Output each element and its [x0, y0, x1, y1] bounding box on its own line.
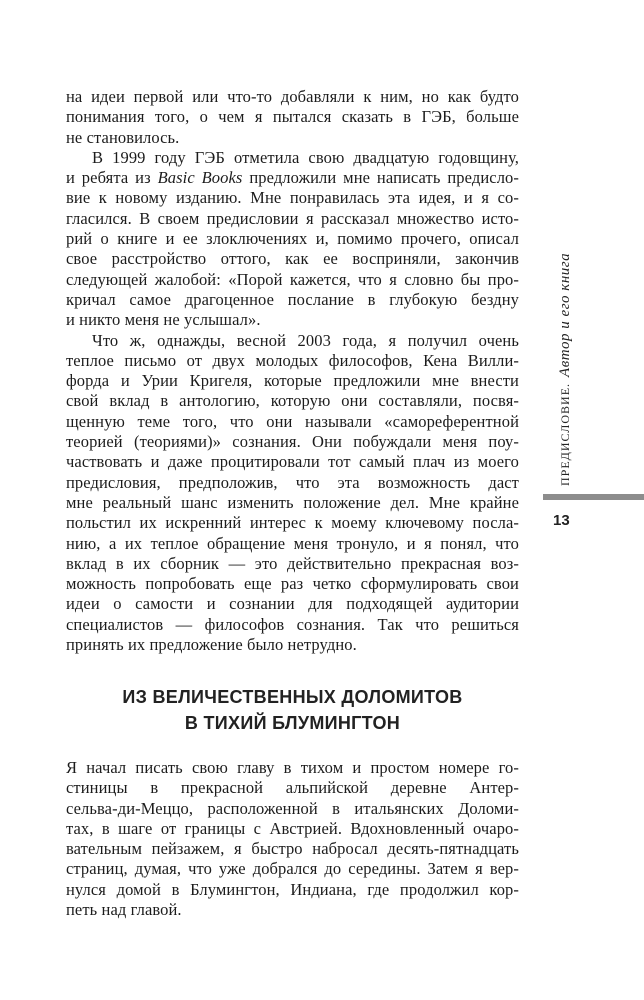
body-line: рий о книге и ее злоключениях и, помимо прочего, описал [66, 229, 519, 249]
running-head-title: Автор и его книга [557, 252, 573, 377]
paragraph [66, 758, 519, 920]
body-line: предисловия, предположив, что эта возможность даст [66, 472, 519, 492]
body-line: следующей жалобой: «Порой кажется, что я словно бы про- [66, 269, 519, 289]
section-heading-line: В ТИХИЙ БЛУМИНГТОН [184, 713, 401, 733]
running-head-section: ПРЕДИСЛОВИЕ. [558, 382, 572, 486]
body-line: вклад в их сборник — это действительно прекрасная воз- [66, 553, 519, 573]
section-marker-bar [543, 494, 644, 500]
line-text: предложили мне написать предисло- [242, 168, 519, 188]
body-line: свой вклад в антологию, которую они составляли, посвя- [66, 391, 519, 411]
body-line: можность попробовать еще раз четко сформулировать свои [66, 574, 519, 594]
body-line [66, 168, 519, 188]
body-line: петь над главой. [66, 900, 182, 920]
body-line: нию, а их теплое обращение меня тронуло, и я понял, что [66, 533, 519, 553]
book-title-italic: Basic Books [157, 168, 243, 188]
body-line: гласился. В своем предисловии я рассказал множество исто- [66, 208, 519, 228]
body-line: форда и Урии Кригеля, которые предложили мне внести [66, 371, 519, 391]
paragraph [66, 148, 519, 331]
body-line: вательным пейзажем, я быстро набросал десять-пятнадцать [66, 839, 519, 859]
body-line: страниц, думая, что уже добрался до середины. Затем я вер- [66, 859, 519, 879]
body-line: свое расстройство оттого, как ее восприняли, закончив [66, 249, 519, 269]
body-line: В 1999 году ГЭБ отметила свою двадцатую годовщину, [92, 147, 519, 167]
body-line: щенную теме того, что они называли «самореферентной [66, 411, 519, 431]
section-body [66, 758, 519, 920]
body-line: понимания того, о чем я пытался сказать в ГЭБ, больше [66, 107, 519, 127]
paragraph [66, 87, 519, 148]
body-line: идеи о самости и сознании для подходящей аудитории [66, 594, 519, 614]
body-line: тах, в шаге от границы с Австрией. Вдохновленный очаро- [66, 818, 519, 838]
body-line: кричал самое драгоценное послание в глубокую бездну [66, 289, 519, 309]
body-line: не становилось. [66, 127, 180, 147]
body-line: Что ж, однажды, весной 2003 года, я получил очень [92, 330, 519, 350]
body-line: и никто меня не услышал». [66, 310, 261, 330]
body-line: принять их предложение было нетрудно. [66, 635, 357, 655]
body-text [66, 87, 519, 655]
body-line: частвовать и даже процитировали тот самый плач из моего [66, 452, 519, 472]
section-heading [66, 684, 519, 736]
body-line: нулся домой в Блумингтон, Индиана, где продолжил кор- [66, 879, 519, 899]
body-line: теплое письмо от двух молодых философов, Кена Вилли- [66, 350, 519, 370]
body-line: вие к новому изданию. Мне понравилась эта идея, и я со- [66, 188, 519, 208]
body-line: стиницы в прекрасной альпийской деревне Антер- [66, 778, 519, 798]
paragraph [66, 331, 519, 656]
body-line: специалистов — философов сознания. Так что решиться [66, 614, 519, 634]
page-number: 13 [553, 512, 570, 529]
body-line: сельва-ди-Меццо, расположенной в итальянских Доломи- [66, 798, 519, 818]
running-head [556, 253, 574, 486]
line-text: и ребята из [66, 168, 158, 188]
body-line: польстил их искренний интерес к моему ключевому посла- [66, 513, 519, 533]
body-line: теорией (теориями)» сознания. Они побуждали меня поу- [66, 432, 519, 452]
section-heading-line: ИЗ ВЕЛИЧЕСТВЕННЫХ ДОЛОМИТОВ [122, 687, 463, 707]
body-line: Я начал писать свою главу в тихом и простом номере го- [66, 758, 519, 777]
body-line: на идеи первой или что-то добавляли к ним, но как будто [66, 87, 519, 106]
body-line: мне реальный шанс изменить положение дел. Мне крайне [66, 492, 519, 512]
